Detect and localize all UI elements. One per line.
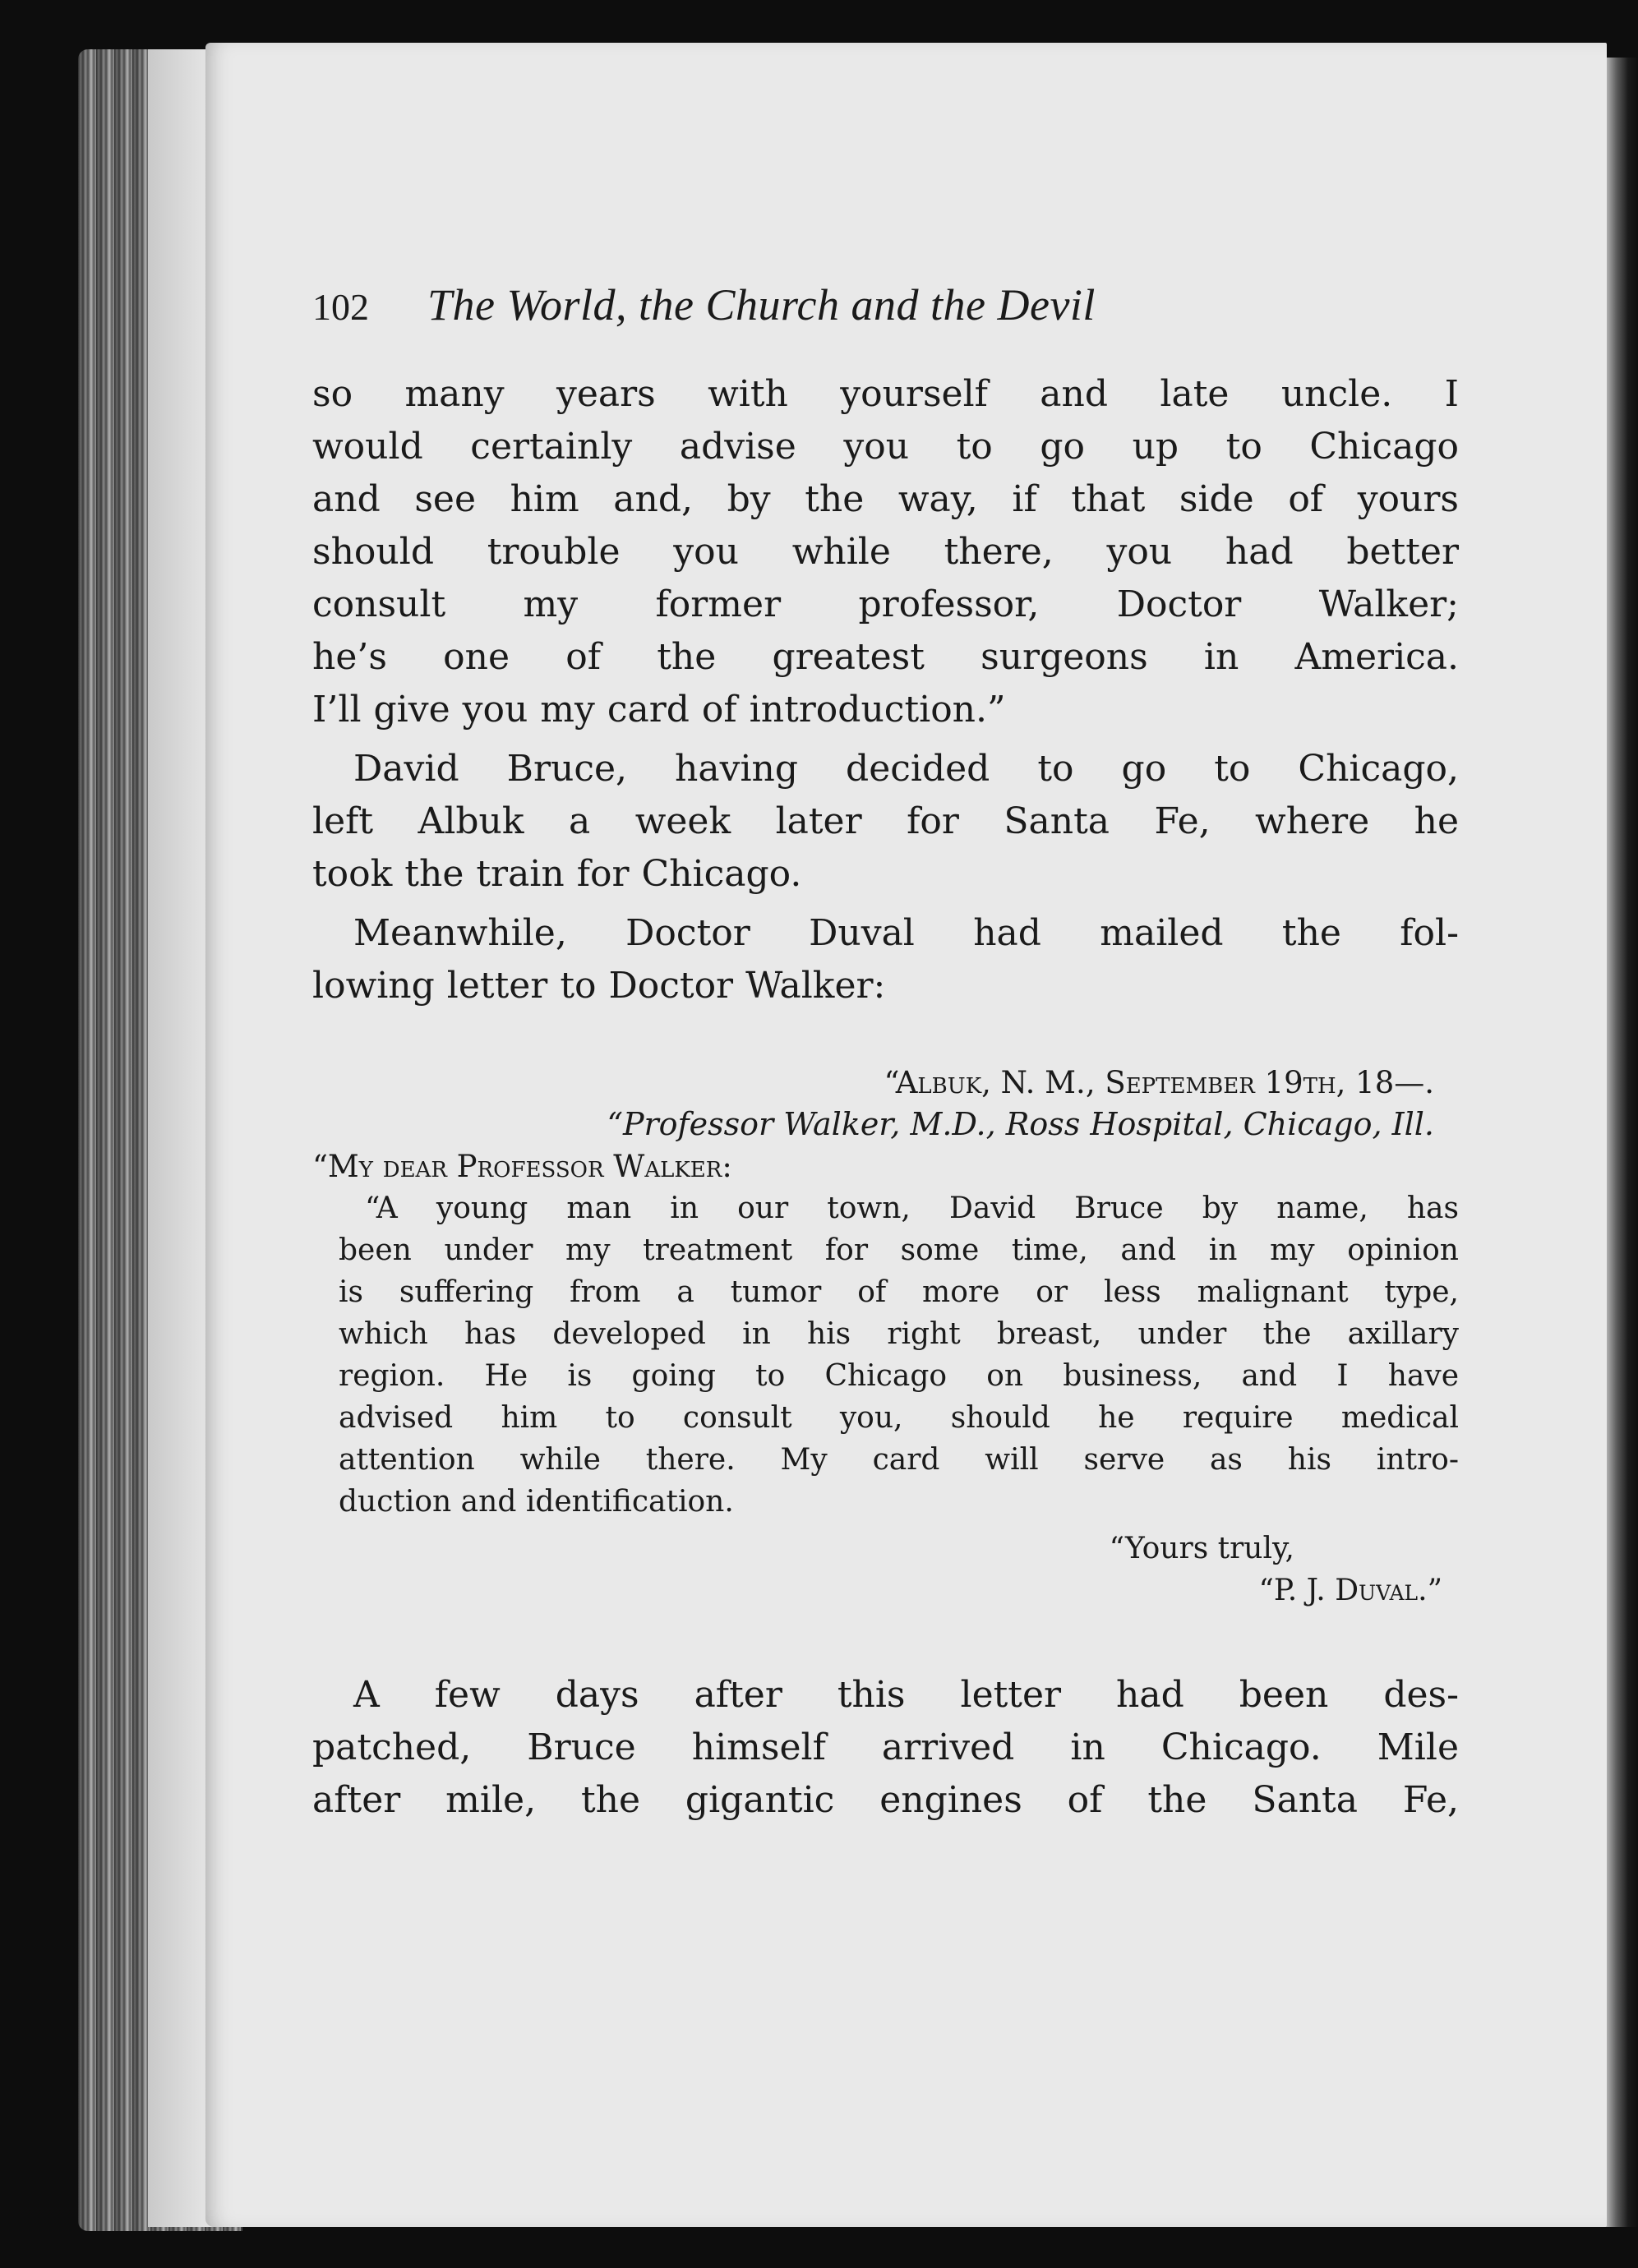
paragraph-3 [312, 907, 1459, 1012]
letter-line: been under my treatment for some time, and in my opinion [339, 1233, 1459, 1267]
text-line: he’s one of the greatest surgeons in America. [312, 636, 1459, 678]
text-line: and see him and, by the way, if that side of yours [312, 478, 1459, 520]
letter-line: is suffering from a tumor of more or less malignant type, [339, 1275, 1459, 1309]
text-line: I’ll give you my card of introduction.” [312, 689, 1006, 731]
text-line: should trouble you while there, you had better [312, 531, 1459, 573]
text-line: left Albuk a week later for Santa Fe, where he [312, 800, 1459, 842]
text-line: A few days after this letter had been des- [353, 1674, 1459, 1716]
text-line: after mile, the gigantic engines of the Santa Fe, [312, 1779, 1459, 1821]
text-line: David Bruce, having decided to go to Chicago, [353, 748, 1459, 790]
text-line: lowing letter to Doctor Walker: [312, 965, 886, 1007]
letter-addressee: “Professor Walker, M.D., Ross Hospital, Chicago, Ill. [607, 1106, 1434, 1142]
book-binding-edge [1605, 58, 1638, 2227]
book-title: The World, the Church and the Devil [427, 280, 1096, 330]
text-line: would certainly advise you to go up to Chicago [312, 426, 1459, 468]
letter-dateline: “Albuk, N. M., September 19th, 18—. [884, 1065, 1434, 1100]
text-line: consult my former professor, Doctor Walker; [312, 583, 1459, 625]
text-line: so many years with yourself and late uncle. I [312, 373, 1459, 415]
page-number: 102 [312, 286, 369, 328]
paragraph-2 [312, 743, 1459, 901]
text-line: patched, Bruce himself arrived in Chicago. Mile [312, 1726, 1459, 1768]
letter-line: advised him to consult you, should he require medical [339, 1401, 1459, 1435]
letter-line: which has developed in his right breast, under the axillary [339, 1317, 1459, 1351]
running-head [312, 279, 1459, 345]
page-text-block [312, 279, 1459, 1827]
text-line: took the train for Chicago. [312, 853, 802, 895]
letter-line: “A young man in our town, David Bruce by name, has [365, 1192, 1459, 1225]
paragraph-1 [312, 368, 1459, 736]
letter-closing: “Yours truly, [1109, 1532, 1294, 1565]
letter-signature: “P. J. Duval.” [1258, 1574, 1442, 1607]
letter-line: attention while there. My card will serve as his intro- [339, 1443, 1459, 1477]
letter-body [312, 1187, 1459, 1523]
letter-line: region. He is going to Chicago on business, and I have [339, 1359, 1459, 1393]
letter-salutation: “My dear Professor Walker: [312, 1149, 732, 1184]
letter-line: duction and identification. [339, 1485, 734, 1519]
text-line: Meanwhile, Doctor Duval had mailed the fol- [353, 912, 1459, 954]
quoted-letter [312, 1062, 1459, 1611]
paragraph-4 [312, 1669, 1459, 1827]
